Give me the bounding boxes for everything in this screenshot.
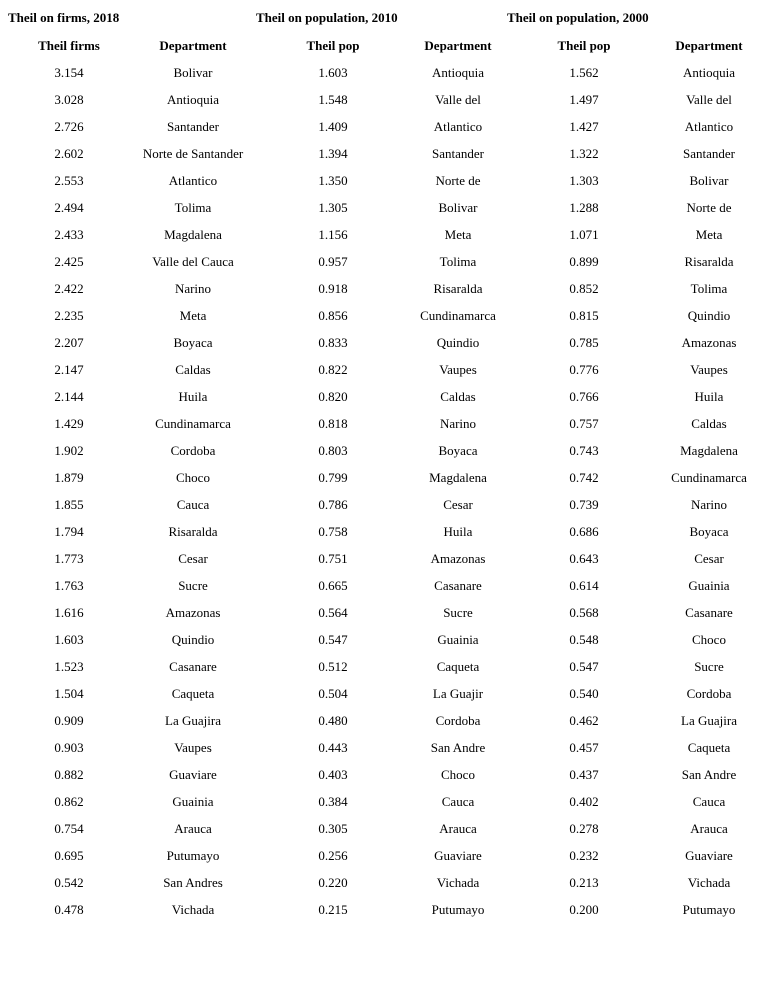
theil-value-cell: 0.437 — [569, 767, 599, 782]
department-cell: Guainia — [172, 794, 214, 809]
department-cell: Bolivar — [689, 173, 729, 188]
theil-value-cell: 0.547 — [569, 659, 599, 674]
department-cell: Cauca — [692, 794, 726, 809]
department-cell: Atlantico — [684, 119, 734, 134]
department-cell: Vichada — [687, 875, 731, 890]
table-row — [0, 91, 758, 118]
theil-value-cell: 1.350 — [318, 173, 348, 188]
department-cell: Vichada — [436, 875, 480, 890]
theil-value-cell: 2.726 — [54, 119, 84, 134]
department-cell: Guainia — [688, 578, 730, 593]
theil-value-cell: 1.548 — [318, 92, 348, 107]
department-cell: Valle del — [686, 92, 732, 107]
department-cell: San Andre — [430, 740, 486, 755]
theil-value-cell: 0.478 — [54, 902, 84, 917]
theil-value-cell: 1.902 — [54, 443, 84, 458]
department-cell: Magdalena — [429, 470, 487, 485]
theil-value-cell: 0.909 — [54, 713, 84, 728]
theil-value-cell: 0.200 — [569, 902, 599, 917]
department-cell: Caqueta — [436, 659, 480, 674]
table-row — [0, 793, 758, 820]
theil-value-cell: 0.818 — [318, 416, 348, 431]
theil-value-cell: 0.743 — [569, 443, 599, 458]
department-cell: Santander — [167, 119, 219, 134]
theil-value-cell: 2.433 — [54, 227, 84, 242]
theil-value-cell: 1.763 — [54, 578, 84, 593]
table-row — [0, 658, 758, 685]
department-cell: Quindio — [171, 632, 215, 647]
department-cell: Cauca — [176, 497, 210, 512]
theil-value-cell: 0.776 — [569, 362, 599, 377]
theil-value-cell: 0.757 — [569, 416, 599, 431]
table-title-population-2000: Theil on population, 2000 — [507, 10, 649, 25]
theil-value-cell: 0.903 — [54, 740, 84, 755]
theil-value-cell: 0.803 — [318, 443, 348, 458]
department-cell: Boyaca — [689, 524, 729, 539]
theil-value-cell: 2.207 — [54, 335, 84, 350]
theil-value-cell: 1.603 — [318, 65, 348, 80]
table-title-population-2010: Theil on population, 2010 — [256, 10, 398, 25]
department-cell: Cauca — [441, 794, 475, 809]
table-row — [0, 820, 758, 847]
department-cell: Cordoba — [686, 686, 732, 701]
department-cell: Atlantico — [168, 173, 218, 188]
theil-value-cell: 0.751 — [318, 551, 348, 566]
department-cell: Casanare — [169, 659, 217, 674]
table-row — [0, 685, 758, 712]
theil-value-cell: 1.409 — [318, 119, 348, 134]
department-cell: Guaviare — [685, 848, 733, 863]
theil-value-cell: 1.562 — [569, 65, 599, 80]
department-cell: Amazonas — [681, 335, 737, 350]
table-row — [0, 739, 758, 766]
department-cell: Narino — [690, 497, 728, 512]
theil-value-cell: 0.766 — [569, 389, 599, 404]
theil-value-cell: 3.028 — [54, 92, 84, 107]
department-cell: Sucre — [443, 605, 473, 620]
theil-value-cell: 0.799 — [318, 470, 348, 485]
theil-value-cell: 0.899 — [569, 254, 599, 269]
column-header: Department — [159, 38, 227, 53]
department-cell: Narino — [174, 281, 212, 296]
theil-value-cell: 1.497 — [569, 92, 599, 107]
department-cell: Bolivar — [438, 200, 478, 215]
theil-value-cell: 0.686 — [569, 524, 599, 539]
column-header: Theil pop — [557, 38, 611, 53]
theil-value-cell: 2.422 — [54, 281, 84, 296]
department-cell: Vaupes — [690, 362, 728, 377]
theil-value-cell: 1.504 — [54, 686, 84, 701]
department-cell: Choco — [692, 632, 726, 647]
department-cell: Magdalena — [680, 443, 738, 458]
theil-value-cell: 2.147 — [54, 362, 84, 377]
theil-value-cell: 0.256 — [318, 848, 348, 863]
table-title-firms-2018: Theil on firms, 2018 — [8, 10, 120, 25]
theil-value-cell: 1.794 — [54, 524, 84, 539]
department-cell: Cordoba — [170, 443, 216, 458]
table-row — [0, 766, 758, 793]
theil-value-cell: 0.564 — [318, 605, 348, 620]
theil-value-cell: 0.957 — [318, 254, 348, 269]
theil-value-cell: 0.742 — [569, 470, 599, 485]
table-row — [0, 118, 758, 145]
theil-value-cell: 0.384 — [318, 794, 348, 809]
department-cell: Tolima — [439, 254, 477, 269]
department-cell: La Guajira — [165, 713, 221, 728]
department-cell: Sucre — [178, 578, 208, 593]
table-row — [0, 496, 758, 523]
department-cell: Sucre — [694, 659, 724, 674]
theil-value-cell: 0.568 — [569, 605, 599, 620]
theil-value-cell: 2.553 — [54, 173, 84, 188]
theil-value-cell: 1.288 — [569, 200, 599, 215]
theil-value-cell: 0.548 — [569, 632, 599, 647]
theil-value-cell: 0.547 — [318, 632, 348, 647]
theil-value-cell: 0.786 — [318, 497, 348, 512]
table-row — [0, 334, 758, 361]
department-cell: Norte de — [435, 173, 481, 188]
department-cell: Quindio — [687, 308, 731, 323]
theil-value-cell: 1.071 — [569, 227, 599, 242]
department-cell: Cordoba — [435, 713, 481, 728]
department-cell: Valle del — [435, 92, 481, 107]
theil-value-cell: 1.603 — [54, 632, 84, 647]
theil-value-cell: 0.739 — [569, 497, 599, 512]
department-cell: Norte de Santander — [142, 146, 244, 161]
department-cell: Putumayo — [166, 848, 220, 863]
department-cell: Putumayo — [682, 902, 736, 917]
department-cell: Meta — [179, 308, 207, 323]
table-row — [0, 631, 758, 658]
department-cell: Narino — [439, 416, 477, 431]
department-cell: Antioquia — [432, 65, 484, 80]
theil-value-cell: 0.540 — [569, 686, 599, 701]
department-cell: Cundinamarca — [155, 416, 231, 431]
department-cell: Casanare — [434, 578, 482, 593]
department-cell: Guaviare — [169, 767, 217, 782]
theil-value-cell: 0.402 — [569, 794, 599, 809]
theil-value-cell: 0.833 — [318, 335, 348, 350]
table-row — [0, 199, 758, 226]
department-cell: Caqueta — [687, 740, 731, 755]
table-row — [0, 901, 758, 928]
table-row — [0, 280, 758, 307]
department-cell: Cesar — [694, 551, 724, 566]
theil-value-cell: 0.512 — [318, 659, 348, 674]
theil-value-cell: 0.882 — [54, 767, 84, 782]
department-cell: Vaupes — [174, 740, 212, 755]
theil-value-cell: 1.523 — [54, 659, 84, 674]
theil-value-cell: 0.643 — [569, 551, 599, 566]
department-cell: Cesar — [178, 551, 208, 566]
table-row — [0, 361, 758, 388]
table-row — [0, 874, 758, 901]
theil-value-cell: 1.879 — [54, 470, 84, 485]
theil-value-cell: 0.462 — [569, 713, 599, 728]
theil-value-cell: 0.215 — [318, 902, 348, 917]
theil-value-cell: 0.785 — [569, 335, 599, 350]
table-row — [0, 577, 758, 604]
table-row — [0, 388, 758, 415]
theil-value-cell: 0.665 — [318, 578, 348, 593]
theil-value-cell: 0.822 — [318, 362, 348, 377]
column-header: Department — [675, 38, 743, 53]
table-row — [0, 550, 758, 577]
department-cell: La Guajir — [432, 686, 484, 701]
theil-value-cell: 2.235 — [54, 308, 84, 323]
theil-value-cell: 0.862 — [54, 794, 84, 809]
table-row — [0, 226, 758, 253]
department-cell: Casanare — [685, 605, 733, 620]
theil-value-cell: 0.278 — [569, 821, 599, 836]
department-cell: Amazonas — [165, 605, 221, 620]
department-cell: Choco — [441, 767, 475, 782]
table-row — [0, 847, 758, 874]
table-row — [0, 172, 758, 199]
department-cell: La Guajira — [681, 713, 737, 728]
header-row — [0, 37, 758, 64]
theil-value-cell: 1.429 — [54, 416, 84, 431]
theil-value-cell: 0.457 — [569, 740, 599, 755]
department-cell: Putumayo — [431, 902, 485, 917]
theil-value-cell: 0.918 — [318, 281, 348, 296]
theil-value-cell: 1.303 — [569, 173, 599, 188]
table-row — [0, 442, 758, 469]
theil-value-cell: 1.156 — [318, 227, 348, 242]
theil-value-cell: 0.614 — [569, 578, 599, 593]
theil-value-cell: 0.542 — [54, 875, 84, 890]
department-cell: Caqueta — [171, 686, 215, 701]
department-cell: Huila — [443, 524, 473, 539]
theil-value-cell: 0.480 — [318, 713, 348, 728]
theil-value-cell: 1.773 — [54, 551, 84, 566]
department-cell: Arauca — [439, 821, 477, 836]
column-header: Theil firms — [38, 38, 100, 53]
theil-value-cell: 0.232 — [569, 848, 599, 863]
theil-value-cell: 0.754 — [54, 821, 84, 836]
department-cell: Quindio — [436, 335, 480, 350]
theil-value-cell: 0.856 — [318, 308, 348, 323]
department-cell: Atlantico — [433, 119, 483, 134]
theil-value-cell: 0.815 — [569, 308, 599, 323]
department-cell: Cundinamarca — [420, 308, 496, 323]
department-cell: Cundinamarca — [671, 470, 747, 485]
column-header: Department — [424, 38, 492, 53]
department-cell: Caldas — [175, 362, 211, 377]
theil-value-cell: 0.403 — [318, 767, 348, 782]
theil-value-cell: 0.504 — [318, 686, 348, 701]
department-cell: Cesar — [443, 497, 473, 512]
department-cell: Magdalena — [164, 227, 222, 242]
theil-value-cell: 3.154 — [54, 65, 84, 80]
theil-value-cell: 0.852 — [569, 281, 599, 296]
table-row — [0, 145, 758, 172]
table-row — [0, 64, 758, 91]
department-cell: Antioquia — [167, 92, 219, 107]
department-cell: Antioquia — [683, 65, 735, 80]
theil-value-cell: 0.220 — [318, 875, 348, 890]
theil-value-cell: 0.820 — [318, 389, 348, 404]
theil-value-cell: 1.427 — [569, 119, 599, 134]
department-cell: Arauca — [690, 821, 728, 836]
theil-value-cell: 0.305 — [318, 821, 348, 836]
column-header: Theil pop — [306, 38, 360, 53]
department-cell: Huila — [694, 389, 724, 404]
department-cell: Choco — [176, 470, 210, 485]
department-cell: Caldas — [440, 389, 476, 404]
department-cell: Meta — [444, 227, 472, 242]
department-cell: Caldas — [691, 416, 727, 431]
theil-value-cell: 0.758 — [318, 524, 348, 539]
theil-value-cell: 2.425 — [54, 254, 84, 269]
department-cell: Vaupes — [439, 362, 477, 377]
theil-value-cell: 1.322 — [569, 146, 599, 161]
department-cell: Risaralda — [168, 524, 218, 539]
table-row — [0, 253, 758, 280]
theil-value-cell: 0.695 — [54, 848, 84, 863]
department-cell: Guainia — [437, 632, 479, 647]
department-cell: Santander — [683, 146, 735, 161]
department-cell: San Andres — [163, 875, 223, 890]
theil-value-cell: 0.213 — [569, 875, 599, 890]
department-cell: Risaralda — [433, 281, 483, 296]
table-row — [0, 469, 758, 496]
table-row — [0, 712, 758, 739]
table-row — [0, 307, 758, 334]
department-cell: Boyaca — [438, 443, 478, 458]
department-cell: Arauca — [174, 821, 212, 836]
department-cell: San Andre — [681, 767, 737, 782]
theil-value-cell: 1.394 — [318, 146, 348, 161]
department-cell: Guaviare — [434, 848, 482, 863]
theil-value-cell: 1.616 — [54, 605, 84, 620]
department-cell: Tolima — [690, 281, 728, 296]
department-cell: Valle del Cauca — [152, 254, 234, 269]
department-cell: Bolivar — [173, 65, 213, 80]
department-cell: Amazonas — [430, 551, 486, 566]
department-cell: Norte de — [686, 200, 732, 215]
department-cell: Meta — [695, 227, 723, 242]
theil-value-cell: 2.494 — [54, 200, 84, 215]
department-cell: Santander — [432, 146, 484, 161]
theil-value-cell: 2.144 — [54, 389, 84, 404]
department-cell: Tolima — [174, 200, 212, 215]
table-row — [0, 523, 758, 550]
department-cell: Risaralda — [684, 254, 734, 269]
department-cell: Vichada — [171, 902, 215, 917]
table-row — [0, 604, 758, 631]
theil-value-cell: 2.602 — [54, 146, 84, 161]
theil-value-cell: 0.443 — [318, 740, 348, 755]
theil-value-cell: 1.855 — [54, 497, 84, 512]
department-cell: Boyaca — [173, 335, 213, 350]
theil-value-cell: 1.305 — [318, 200, 348, 215]
table-row — [0, 415, 758, 442]
department-cell: Huila — [178, 389, 208, 404]
